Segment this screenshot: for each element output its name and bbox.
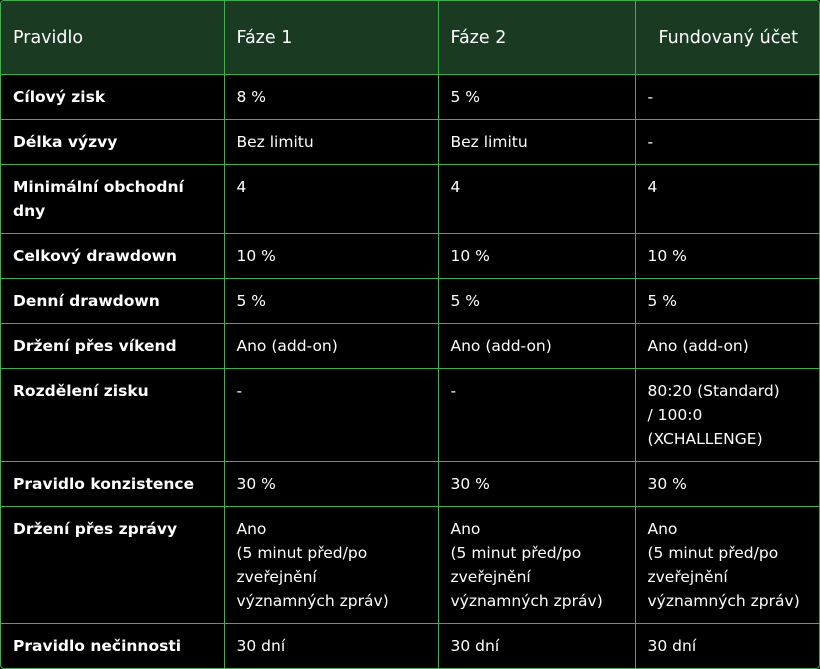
cell-text-line: 30 dní [236, 637, 286, 655]
funded-value-cell [635, 75, 819, 120]
cell-text-line: 5 % [450, 292, 481, 310]
cell-text-line: 4 [647, 178, 658, 196]
header-rule: Pravidlo [1, 1, 224, 75]
table-row [1, 234, 819, 279]
table-row [1, 624, 819, 669]
funded-value-cell [635, 507, 819, 624]
phase-1-value-cell [224, 75, 438, 120]
funded-value-cell [635, 120, 819, 165]
cell-text-line: Bez limitu [236, 133, 314, 151]
rule-name-cell: Denní drawdown [1, 279, 224, 324]
phase-2-value-cell [438, 369, 635, 462]
cell-text-line: významných zpráv) [647, 592, 800, 610]
phase-2-value-cell [438, 624, 635, 669]
cell-text-line: zveřejnění [647, 568, 728, 586]
cell-text-line: zveřejnění [450, 568, 531, 586]
phase-2-value-cell [438, 234, 635, 279]
rule-name-cell: Celkový drawdown [1, 234, 224, 279]
rule-name-cell: Cílový zisk [1, 75, 224, 120]
cell-text-line: 5 % [450, 88, 481, 106]
cell-text-line: - [236, 382, 243, 400]
phase-2-value-cell [438, 462, 635, 507]
cell-text-line: / 100:0 [647, 406, 703, 424]
table-row [1, 279, 819, 324]
phase-1-value-cell [224, 462, 438, 507]
table-body [1, 75, 819, 669]
phase-1-value-cell [224, 369, 438, 462]
cell-text-line: 4 [450, 178, 461, 196]
phase-1-value-cell [224, 507, 438, 624]
table-header-row [1, 1, 819, 75]
cell-text-line: (5 minut před/po [647, 544, 779, 562]
cell-text-line: významných zpráv) [236, 592, 389, 610]
cell-text-line: (XCHALLENGE) [647, 430, 763, 448]
rule-name-cell: Rozdělení zisku [1, 369, 224, 462]
cell-text-line: (5 minut před/po [450, 544, 582, 562]
funded-value-cell [635, 165, 819, 234]
rule-name-cell: Pravidlo konzistence [1, 462, 224, 507]
header-phase-1: Fáze 1 [224, 1, 438, 75]
table-row [1, 507, 819, 624]
table-row [1, 462, 819, 507]
phase-2-value-cell [438, 279, 635, 324]
phase-2-value-cell [438, 165, 635, 234]
header-phase-2: Fáze 2 [438, 1, 635, 75]
rule-name-cell: Pravidlo nečinnosti [1, 624, 224, 669]
phase-1-value-cell [224, 234, 438, 279]
cell-text-line: (5 minut před/po [236, 544, 368, 562]
cell-text-line: Ano (add-on) [236, 337, 338, 355]
cell-text-line: 10 % [450, 247, 490, 265]
table-row [1, 165, 819, 234]
cell-text-line: 5 % [236, 292, 267, 310]
cell-text-line: 30 % [647, 475, 687, 493]
funded-value-cell [635, 279, 819, 324]
table-row [1, 120, 819, 165]
rule-name-cell: Minimální obchodní dny [1, 165, 224, 234]
table-row [1, 75, 819, 120]
funded-value-cell [635, 624, 819, 669]
cell-text-line: 8 % [236, 88, 267, 106]
cell-text-line: 30 dní [450, 637, 500, 655]
table-row [1, 369, 819, 462]
cell-text-line: 4 [236, 178, 247, 196]
cell-text-line: Ano (add-on) [450, 337, 552, 355]
cell-text-line: Ano (add-on) [647, 337, 749, 355]
cell-text-line: Ano [450, 520, 481, 538]
cell-text-line: - [647, 133, 654, 151]
table-row [1, 324, 819, 369]
rule-name-cell: Držení přes zprávy [1, 507, 224, 624]
cell-text-line: 80:20 (Standard) [647, 382, 780, 400]
cell-text-line: významných zpráv) [450, 592, 603, 610]
cell-text-line: - [647, 88, 654, 106]
funded-value-cell [635, 324, 819, 369]
cell-text-line: Ano [647, 520, 678, 538]
phase-1-value-cell [224, 624, 438, 669]
phase-1-value-cell [224, 165, 438, 234]
cell-text-line: 10 % [647, 247, 687, 265]
cell-text-line: Ano [236, 520, 267, 538]
phase-1-value-cell [224, 279, 438, 324]
phase-2-value-cell [438, 507, 635, 624]
phase-2-value-cell [438, 324, 635, 369]
phase-1-value-cell [224, 324, 438, 369]
cell-text-line: 30 dní [647, 637, 697, 655]
cell-text-line: 10 % [236, 247, 276, 265]
phase-1-value-cell [224, 120, 438, 165]
cell-text-line: Bez limitu [450, 133, 528, 151]
cell-text-line: 30 % [236, 475, 276, 493]
funded-value-cell [635, 369, 819, 462]
phase-2-value-cell [438, 120, 635, 165]
cell-text-line: zveřejnění [236, 568, 317, 586]
funded-value-cell [635, 462, 819, 507]
cell-text-line: - [450, 382, 457, 400]
rules-table [1, 1, 819, 668]
rule-name-cell: Držení přes víkend [1, 324, 224, 369]
cell-text-line: 5 % [647, 292, 678, 310]
header-funded-account: Fundovaný účet [635, 1, 819, 75]
funded-value-cell [635, 234, 819, 279]
rule-name-cell: Délka výzvy [1, 120, 224, 165]
phase-2-value-cell [438, 75, 635, 120]
cell-text-line: 30 % [450, 475, 490, 493]
